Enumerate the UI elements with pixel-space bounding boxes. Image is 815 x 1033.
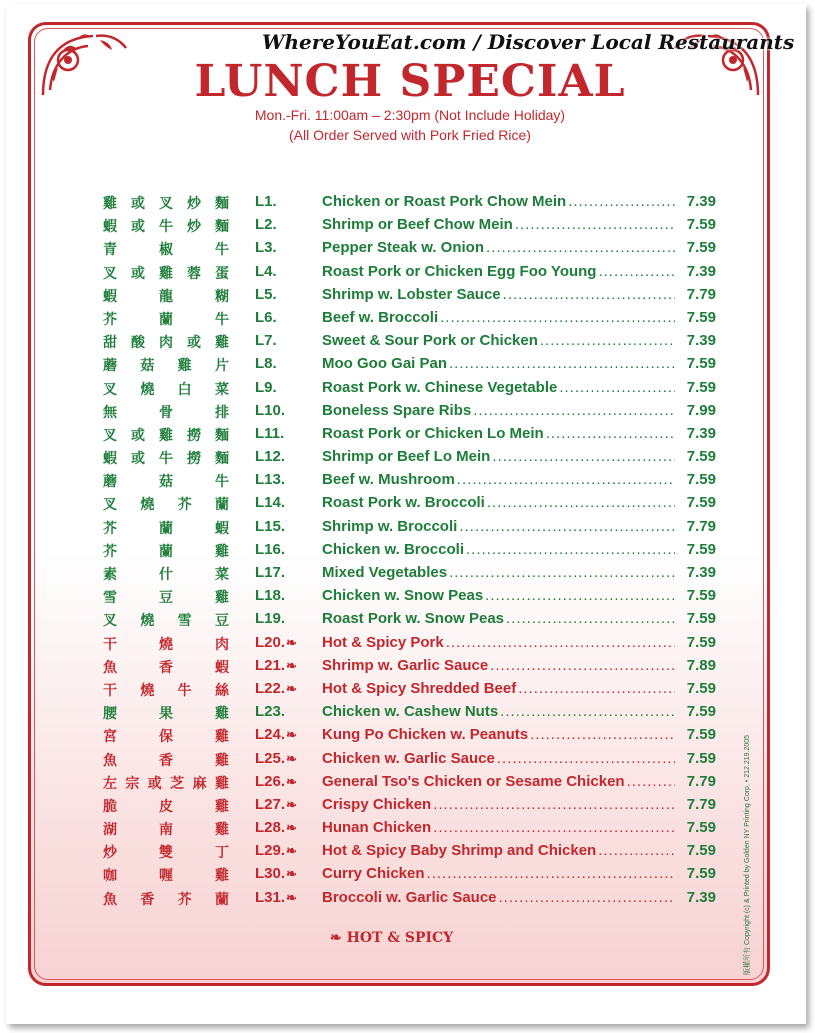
leader-dots — [506, 610, 675, 627]
leader-dots — [515, 216, 675, 233]
item-chinese-name: 宮 保 雞 — [103, 729, 229, 746]
printer-credit: 版權所有 Copyright (c) & Printed by Golden NY Printing Corp. • 212.219.2005 — [744, 734, 751, 975]
item-code: L2. — [255, 216, 277, 234]
item-name: Shrimp w. Lobster Sauce — [322, 285, 501, 303]
leader-dots — [427, 865, 675, 882]
leader-dots — [598, 842, 675, 859]
item-code: L6. — [255, 308, 277, 326]
hot-spicy-legend — [330, 930, 453, 946]
menu-item — [100, 540, 720, 563]
item-price: 7.59 — [686, 610, 716, 628]
item-chinese-name: 素 什 菜 — [103, 567, 229, 583]
leader-dots — [530, 726, 675, 743]
item-code: L14. — [255, 494, 286, 512]
item-price: 7.59 — [686, 216, 716, 234]
item-name: Roast Pork or Chicken Egg Foo Young — [322, 262, 597, 280]
item-name-line — [322, 842, 677, 859]
pepper-icon: ❧ — [286, 843, 297, 859]
item-chinese-name: 芥 蘭 雞 — [103, 543, 229, 560]
menu-item — [100, 563, 720, 586]
leader-dots — [487, 494, 675, 511]
item-name: Roast Pork w. Chinese Vegetable — [322, 378, 558, 396]
item-name: Kung Po Chicken w. Peanuts — [322, 726, 529, 744]
item-name-line — [322, 610, 677, 627]
item-price: 7.59 — [686, 842, 716, 860]
item-name: Chicken w. Broccoli — [322, 540, 464, 558]
pepper-icon: ❧ — [286, 657, 297, 673]
item-code: L18. — [255, 587, 286, 605]
leader-dots — [457, 471, 675, 488]
leader-dots — [518, 680, 675, 697]
pepper-icon: ❧ — [286, 796, 297, 812]
item-code: L1. — [255, 193, 277, 210]
leader-dots — [503, 286, 675, 303]
item-code: L30.❧ — [255, 865, 297, 883]
item-name: General Tso's Chicken or Sesame Chicken — [322, 772, 625, 790]
item-name: Boneless Spare Ribs — [322, 401, 472, 419]
menu-item — [100, 447, 720, 470]
item-price: 7.59 — [686, 865, 716, 883]
item-code: L24.❧ — [255, 726, 297, 744]
item-name: Curry Chicken — [322, 865, 425, 883]
menu-item — [100, 331, 720, 354]
menu-item — [100, 609, 720, 632]
menu-item — [100, 192, 720, 215]
hot-spicy-label: HOT & SPICY — [346, 930, 454, 946]
item-code: L7. — [255, 332, 277, 350]
item-name: Chicken or Roast Pork Chow Mein — [322, 193, 567, 210]
item-name: Shrimp or Beef Chow Mein — [322, 216, 513, 234]
item-code: L19. — [255, 610, 286, 628]
pepper-icon: ❧ — [286, 634, 297, 650]
leader-dots — [499, 889, 675, 906]
item-chinese-name: 青 椒 牛 — [103, 242, 229, 259]
leader-dots — [433, 796, 675, 813]
item-name: Chicken w. Cashew Nuts — [322, 703, 499, 721]
item-chinese-name: 蘑 菇 牛 — [103, 474, 229, 491]
item-name-line — [322, 796, 677, 813]
item-code: L5. — [255, 285, 277, 303]
menu-item — [100, 470, 720, 493]
leader-dots — [449, 355, 675, 372]
hours-text: Mon.-Fri. 11:00am – 2:30pm (Not Include Holiday) — [254, 107, 566, 123]
leader-dots — [446, 634, 675, 651]
item-price: 7.59 — [686, 540, 716, 558]
item-chinese-name: 干 燒 牛 絲 — [103, 682, 229, 699]
item-name-line — [322, 263, 677, 280]
item-name-line — [322, 379, 677, 396]
pepper-icon: ❧ — [286, 773, 297, 789]
leader-dots — [540, 332, 675, 349]
item-name: Sweet & Sour Pork or Chicken — [322, 332, 538, 350]
item-name-line — [322, 332, 677, 349]
item-name-line — [322, 541, 677, 558]
item-name-line — [322, 703, 677, 720]
item-name-line — [322, 587, 677, 604]
pepper-icon: ❧ — [286, 889, 297, 905]
item-price: 7.59 — [686, 471, 716, 489]
item-chinese-name: 叉 燒 雪 豆 — [103, 613, 229, 630]
menu-item — [100, 493, 720, 516]
item-price: 7.39 — [686, 332, 716, 350]
item-code: L4. — [255, 262, 277, 280]
item-code: L17. — [255, 564, 286, 581]
leader-dots — [433, 819, 675, 836]
leader-dots — [497, 750, 675, 767]
item-price: 7.59 — [686, 494, 716, 512]
item-chinese-name: 干 燒 肉 — [103, 636, 229, 653]
item-code: L25.❧ — [255, 749, 297, 767]
menu-item — [100, 238, 720, 261]
leader-dots — [486, 239, 675, 256]
leader-dots — [500, 703, 675, 720]
item-code: L12. — [255, 448, 286, 466]
leader-dots — [546, 425, 675, 442]
item-chinese-name: 炒 雙 丁 — [103, 845, 229, 862]
item-chinese-name: 無 骨 排 — [103, 404, 229, 421]
item-chinese-name: 芥 蘭 蝦 — [103, 520, 229, 537]
menu-item — [100, 888, 720, 911]
item-code: L21.❧ — [255, 656, 297, 674]
menu-item — [100, 401, 720, 424]
pepper-icon: ❧ — [330, 930, 342, 946]
pepper-icon: ❧ — [286, 750, 297, 766]
item-price: 7.59 — [686, 378, 716, 396]
item-code: L23. — [255, 703, 286, 721]
item-chinese-name: 脆 皮 雞 — [103, 798, 229, 815]
item-price: 7.59 — [686, 749, 716, 767]
item-name-line — [322, 402, 677, 419]
menu-item — [100, 772, 720, 795]
menu-item — [100, 656, 720, 679]
item-code: L29.❧ — [255, 842, 297, 860]
leader-dots — [485, 587, 675, 604]
item-name-line — [322, 518, 677, 535]
item-chinese-name: 腰 果 雞 — [103, 706, 229, 723]
leader-dots — [449, 564, 675, 581]
item-name: Hot & Spicy Baby Shrimp and Chicken — [322, 842, 597, 860]
menu-item — [100, 864, 720, 887]
item-code: L26.❧ — [255, 772, 297, 790]
item-name-line — [322, 750, 677, 767]
menu-item — [100, 795, 720, 818]
item-name-line — [322, 286, 677, 303]
leader-dots — [559, 379, 675, 396]
item-chinese-name: 蝦 龍 糊 — [103, 288, 229, 305]
item-name-line — [322, 309, 677, 326]
item-name: Roast Pork or Chicken Lo Mein — [322, 424, 544, 442]
item-chinese-name: 叉 燒 芥 蘭 — [103, 497, 229, 514]
menu-item — [100, 262, 720, 285]
leader-dots — [490, 657, 675, 674]
item-code: L20.❧ — [255, 633, 297, 651]
item-name-line — [322, 216, 677, 233]
item-name-line — [322, 657, 677, 674]
menu-item — [100, 679, 720, 702]
item-price: 7.59 — [686, 679, 716, 697]
menu-item — [100, 586, 720, 609]
item-chinese-name: 叉 燒 白 菜 — [103, 381, 229, 398]
menu-item — [100, 378, 720, 401]
item-code: L13. — [255, 471, 286, 489]
item-name: Mixed Vegetables — [322, 564, 448, 581]
item-chinese-name: 雞 或 叉 炒 麵 — [103, 196, 229, 212]
item-price: 7.79 — [686, 772, 716, 790]
item-chinese-name: 蝦 或 牛 炒 麵 — [103, 219, 229, 236]
item-name-line — [322, 471, 677, 488]
item-name: Crispy Chicken — [322, 795, 432, 813]
item-name-line — [322, 564, 677, 581]
menu-item — [100, 215, 720, 238]
item-price: 7.89 — [686, 656, 716, 674]
item-name: Pepper Steak w. Onion — [322, 239, 484, 257]
item-price: 7.79 — [686, 795, 716, 813]
item-chinese-name: 叉 或 雞 蓉 蛋 — [103, 265, 229, 282]
item-name: Moo Goo Gai Pan — [322, 355, 448, 373]
leader-dots — [473, 402, 675, 419]
item-code: L31.❧ — [255, 888, 297, 906]
item-name: Shrimp w. Garlic Sauce — [322, 656, 489, 674]
item-name: Chicken w. Garlic Sauce — [322, 749, 495, 767]
item-code: L3. — [255, 239, 277, 257]
item-name-line — [322, 193, 677, 210]
item-code: L10. — [255, 401, 286, 419]
item-code: L22.❧ — [255, 679, 297, 697]
served-with-note: (All Order Served with Pork Fried Rice) — [289, 127, 531, 143]
item-name-line — [322, 634, 677, 651]
item-name-line — [322, 448, 677, 465]
item-name-line — [322, 819, 677, 836]
menu-item — [100, 818, 720, 841]
item-price: 7.59 — [686, 703, 716, 721]
item-name: Shrimp w. Broccoli — [322, 517, 458, 535]
menu-item — [100, 633, 720, 656]
leader-dots — [459, 518, 675, 535]
leader-dots — [568, 193, 675, 210]
pepper-icon: ❧ — [286, 680, 297, 696]
item-price: 7.39 — [686, 262, 716, 280]
leader-dots — [440, 309, 675, 326]
item-price: 7.59 — [686, 448, 716, 466]
item-chinese-name: 咖 喱 雞 — [103, 868, 229, 885]
item-price: 7.79 — [686, 285, 716, 303]
item-chinese-name: 左 宗 或 芝 麻 雞 — [103, 775, 229, 792]
item-code: L27.❧ — [255, 795, 297, 813]
item-name: Roast Pork w. Snow Peas — [322, 610, 504, 628]
item-price: 7.79 — [686, 517, 716, 535]
leader-dots — [598, 263, 675, 280]
item-price: 7.39 — [686, 193, 716, 210]
menu-item — [100, 308, 720, 331]
item-chinese-name: 魚 香 雞 — [103, 752, 229, 769]
pepper-icon: ❧ — [286, 866, 297, 882]
menu-item — [100, 841, 720, 864]
menu-list — [100, 192, 720, 911]
item-name-line — [322, 494, 677, 511]
item-price: 7.59 — [686, 308, 716, 326]
pepper-icon: ❧ — [286, 820, 297, 836]
item-chinese-name: 甜 酸 肉 或 雞 — [103, 335, 229, 352]
item-code: L16. — [255, 540, 286, 558]
leader-dots — [466, 541, 675, 558]
item-code: L9. — [255, 378, 277, 396]
menu-item — [100, 517, 720, 540]
item-name: Hot & Spicy Shredded Beef — [322, 679, 517, 697]
item-price: 7.59 — [686, 726, 716, 744]
item-price: 7.59 — [686, 587, 716, 605]
menu-title: LUNCH SPECIAL — [194, 56, 626, 107]
menu-item — [100, 749, 720, 772]
pepper-icon: ❧ — [286, 727, 297, 743]
item-name-line — [322, 239, 677, 256]
item-name: Broccoli w. Garlic Sauce — [322, 888, 497, 906]
item-price: 7.59 — [686, 819, 716, 837]
item-chinese-name: 蝦 或 牛 撈 麵 — [103, 451, 229, 468]
item-price: 7.59 — [686, 355, 716, 373]
leader-dots — [627, 773, 675, 790]
item-chinese-name: 湖 南 雞 — [103, 822, 229, 839]
item-chinese-name: 叉 或 雞 撈 麵 — [103, 427, 229, 444]
item-chinese-name: 蘑 菇 雞 片 — [103, 358, 229, 375]
item-name-line — [322, 889, 677, 906]
item-name-line — [322, 355, 677, 372]
item-name: Roast Pork w. Broccoli — [322, 494, 485, 512]
item-code: L11. — [255, 424, 285, 442]
item-name: Shrimp or Beef Lo Mein — [322, 448, 491, 466]
menu-item — [100, 354, 720, 377]
menu-item — [100, 702, 720, 725]
menu-item — [100, 285, 720, 308]
item-price: 7.39 — [686, 424, 716, 442]
item-code: L28.❧ — [255, 819, 297, 837]
item-name-line — [322, 425, 677, 442]
item-name: Chicken w. Snow Peas — [322, 587, 484, 605]
item-name: Beef w. Broccoli — [322, 308, 439, 326]
menu-item — [100, 725, 720, 748]
item-price: 7.39 — [686, 564, 716, 581]
item-chinese-name: 雪 豆 雞 — [103, 590, 229, 607]
item-price: 7.99 — [686, 401, 716, 419]
item-chinese-name: 魚 香 蝦 — [103, 659, 229, 676]
item-code: L8. — [255, 355, 277, 373]
item-name: Hunan Chicken — [322, 819, 432, 837]
item-price: 7.59 — [686, 239, 716, 257]
item-name-line — [322, 865, 677, 882]
item-chinese-name: 芥 蘭 牛 — [103, 311, 229, 328]
item-code: L15. — [255, 517, 286, 535]
menu-item — [100, 424, 720, 447]
item-name: Beef w. Mushroom — [322, 471, 455, 489]
item-name-line — [322, 773, 677, 790]
item-price: 7.59 — [686, 633, 716, 651]
leader-dots — [492, 448, 675, 465]
item-price: 7.39 — [686, 888, 716, 906]
item-chinese-name: 魚 香 芥 蘭 — [103, 891, 229, 908]
watermark-text: WhereYouEat.com / Discover Local Restaurants — [262, 30, 795, 54]
item-name-line — [322, 680, 677, 697]
item-name-line — [322, 726, 677, 743]
item-name: Hot & Spicy Pork — [322, 633, 444, 651]
